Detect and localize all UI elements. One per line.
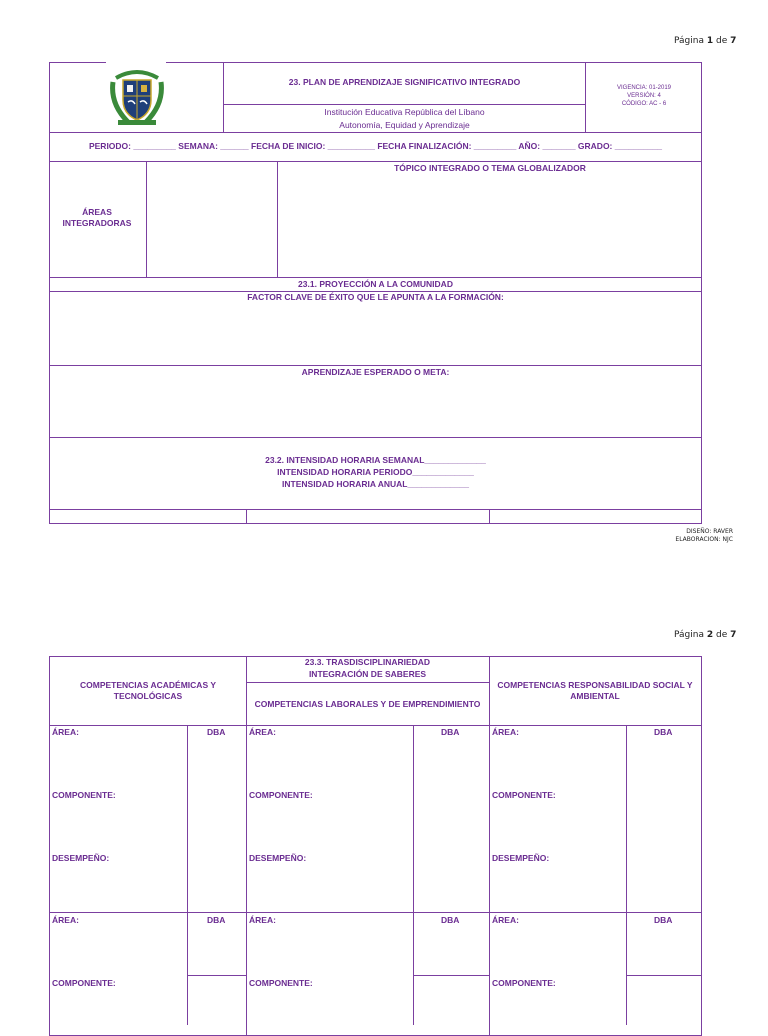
- area-label: ÁREA:: [249, 915, 276, 925]
- institution-motto: Autonomía, Equidad y Aprendizaje: [339, 120, 470, 130]
- componente-label: COMPONENTE:: [492, 790, 556, 800]
- col-responsabilidad: COMPETENCIAS RESPONSABILIDAD SOCIAL Y AMBIENTAL: [497, 680, 693, 701]
- intensidad-semanal: 23.2. INTENSIDAD HORARIA SEMANAL_____________: [265, 455, 486, 465]
- codigo-label: CÓDIGO: AC - 6: [621, 101, 667, 107]
- componente-label: COMPONENTE:: [249, 978, 313, 988]
- area-label: ÁREA:: [492, 915, 519, 925]
- elaboracion-credit: ELABORACION: NJC: [675, 536, 733, 543]
- dba-label: DBA: [207, 727, 226, 737]
- componente-label: COMPONENTE:: [492, 978, 556, 988]
- desempeno-label: DESEMPEÑO:: [249, 853, 307, 863]
- aprendizaje-label: APRENDIZAJE ESPERADO O META:: [301, 367, 450, 377]
- proyeccion-heading: 23.1. PROYECCIÓN A LA COMUNIDAD: [298, 279, 453, 289]
- componente-label: COMPONENTE:: [52, 978, 116, 988]
- institution-name: Institución Educativa República del Líbano: [324, 107, 485, 117]
- factor-clave-label: FACTOR CLAVE DE ÉXITO QUE LE APUNTA A LA FORMACIÓN:: [247, 292, 504, 302]
- col-academicas: COMPETENCIAS ACADÉMICAS Y TECNOLÓGICAS: [79, 680, 216, 701]
- intensidad-periodo: INTENSIDAD HORARIA PERIODO_____________: [277, 467, 474, 477]
- document-title: 23. PLAN DE APRENDIZAJE SIGNIFICATIVO INTEGRADO: [288, 77, 521, 87]
- trans-title: 23.3. TRASDISCIPLINARIEDAD: [304, 657, 431, 667]
- trans-subtitle: INTEGRACIÓN DE SABERES: [308, 669, 427, 679]
- dba-label: DBA: [441, 727, 460, 737]
- area-label: ÁREA:: [52, 915, 79, 925]
- competencias-table: [49, 656, 702, 1036]
- areas-integradoras-label: ÁREAS INTEGRADORAS: [62, 207, 132, 228]
- componente-label: COMPONENTE:: [52, 790, 116, 800]
- dba-label: DBA: [654, 727, 673, 737]
- page-indicator-2: Página 2 de 7: [674, 630, 737, 640]
- page-indicator-1: Página 1 de 7: [674, 36, 737, 46]
- topico-label: TÓPICO INTEGRADO O TEMA GLOBALIZADOR: [394, 163, 586, 173]
- intensidad-anual: INTENSIDAD HORARIA ANUAL_____________: [282, 479, 469, 489]
- area-label: ÁREA:: [52, 727, 79, 737]
- dba-label: DBA: [654, 915, 673, 925]
- dba-label: DBA: [207, 915, 226, 925]
- vigencia-label: VIGENCIA: 01-2019: [616, 85, 672, 91]
- dba-label: DBA: [441, 915, 460, 925]
- info-line: PERIODO: _________ SEMANA: ______ FECHA DE INICIO: __________ FECHA FINALIZACIÓN: _________ AÑO: _______ GRADO: __________: [88, 141, 663, 151]
- diseno-credit: DISEÑO: RAVER: [686, 528, 733, 535]
- area-label: ÁREA:: [249, 727, 276, 737]
- area-label: ÁREA:: [492, 727, 519, 737]
- componente-label: COMPONENTE:: [249, 790, 313, 800]
- school-crest-icon: [108, 64, 166, 128]
- col-laborales: COMPETENCIAS LABORALES Y DE EMPRENDIMIENTO: [254, 699, 481, 709]
- version-label: VERSIÓN: 4: [627, 93, 661, 99]
- desempeno-label: DESEMPEÑO:: [492, 853, 550, 863]
- desempeno-label: DESEMPEÑO:: [52, 853, 110, 863]
